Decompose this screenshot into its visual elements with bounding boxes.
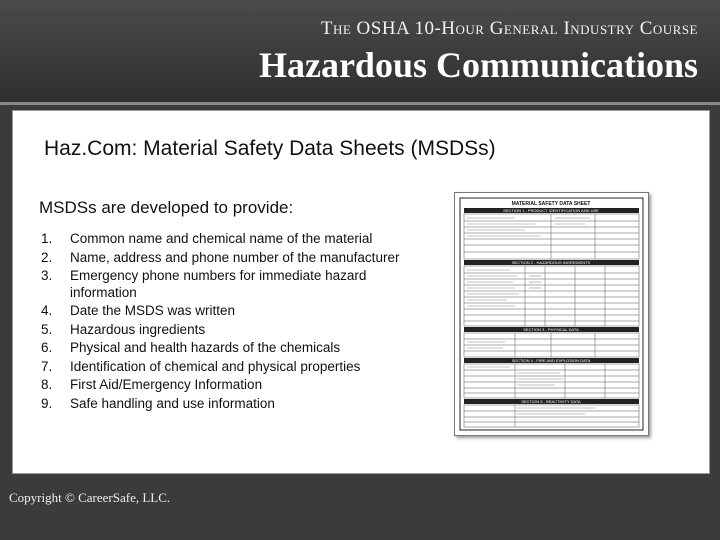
course-title: The OSHA 10-Hour General Industry Course bbox=[320, 18, 698, 39]
list-item-text: Common name and chemical name of the material bbox=[70, 231, 373, 246]
list-item bbox=[41, 303, 436, 320]
list-item-text: Safe handling and use information bbox=[70, 395, 275, 411]
list-item-number: 8. bbox=[41, 377, 53, 392]
msds-section1: SECTION 1 - PRODUCT IDENTIFICATION AND USE bbox=[503, 208, 599, 213]
list-item-text: Identification of chemical and physical properties bbox=[70, 358, 361, 374]
list-item-number: 2. bbox=[41, 249, 53, 265]
list-item-text: Physical and health hazards of the chemicals bbox=[70, 340, 341, 355]
msds-section4: SECTION 4 - FIRE AND EXPLOSION DATA bbox=[511, 358, 591, 363]
list-item bbox=[41, 377, 436, 394]
slide-footer bbox=[0, 478, 720, 540]
list-item-text: Name, address and phone number of the manufacturer bbox=[70, 249, 400, 265]
list-item bbox=[41, 396, 436, 413]
list-item-number: 5. bbox=[41, 321, 53, 337]
msds-section3: SECTION 3 - PHYSICAL DATA bbox=[523, 327, 579, 332]
slide-header bbox=[0, 0, 720, 104]
slide-title: Hazardous Communications bbox=[258, 45, 698, 85]
msds-section5: SECTION 5 - REACTIVITY DATA bbox=[521, 399, 581, 404]
list-item-number: 3. bbox=[41, 268, 53, 283]
list-item-text: Date the MSDS was written bbox=[70, 303, 236, 318]
list-item-text: First Aid/Emergency Information bbox=[70, 377, 263, 392]
msds-document-image bbox=[454, 192, 649, 436]
list-item bbox=[41, 231, 436, 248]
content-title: Haz.Com: Material Safety Data Sheets (MSDSs) bbox=[44, 137, 496, 160]
msds-section2: SECTION 2 - HAZARDOUS INGREDIENTS bbox=[511, 260, 591, 265]
header-divider bbox=[0, 102, 720, 105]
msds-provides-list bbox=[41, 231, 436, 414]
list-item-number: 6. bbox=[41, 340, 53, 355]
list-item-text: Hazardous ingredients bbox=[70, 321, 206, 337]
list-item-number: 9. bbox=[41, 395, 53, 411]
content-panel bbox=[12, 110, 710, 474]
list-item-number: 4. bbox=[41, 303, 53, 318]
list-item bbox=[41, 359, 436, 376]
list-item-number: 1. bbox=[41, 231, 53, 246]
msds-form-illustration bbox=[455, 193, 648, 435]
list-item bbox=[41, 250, 436, 267]
list-item-number: 7. bbox=[41, 358, 53, 374]
list-item bbox=[41, 268, 436, 301]
list-item-text: Emergency phone numbers for immediate hazard information bbox=[70, 268, 367, 300]
copyright-text: Copyright © CareerSafe, LLC. bbox=[9, 490, 171, 505]
list-item bbox=[41, 340, 436, 357]
list-item bbox=[41, 322, 436, 339]
intro-text: MSDSs are developed to provide: bbox=[39, 198, 294, 217]
msds-heading: MATERIAL SAFETY DATA SHEET bbox=[511, 201, 591, 207]
